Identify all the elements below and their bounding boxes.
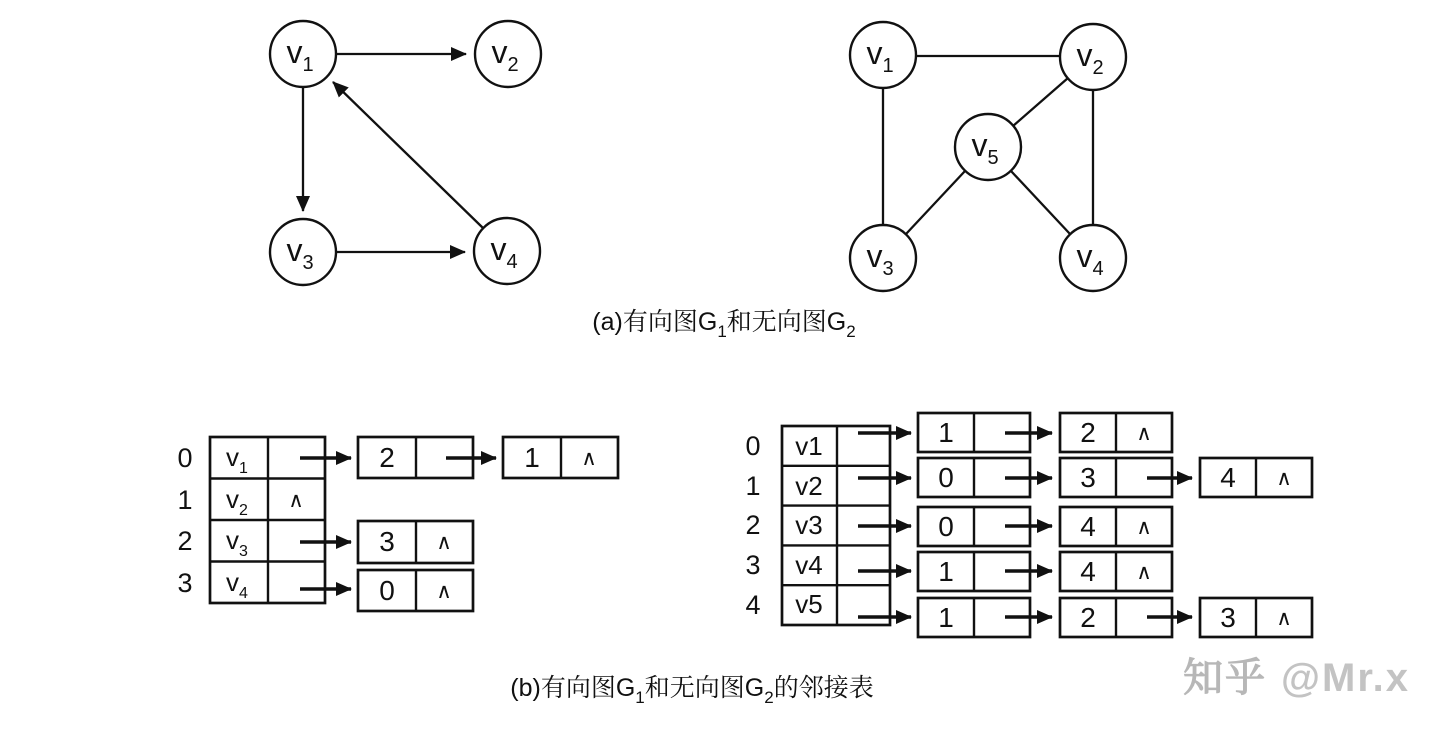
- vertex-label: $v_3$: [286, 232, 314, 274]
- edge-v4-v1: [333, 82, 483, 228]
- node-data: 1: [524, 442, 540, 473]
- undirected-graph-g2: [850, 22, 1126, 291]
- vertex-cell: $v_3$: [226, 525, 248, 560]
- vertex-v3: [270, 219, 336, 285]
- edge-v4-v5: [1011, 171, 1070, 234]
- null-pointer: ∧: [288, 489, 304, 512]
- vertex-label: $v_5$: [971, 127, 999, 169]
- node-data: 0: [938, 462, 954, 493]
- node-data: 1: [938, 602, 954, 633]
- caption-b: (b)有向图$G_1$和无向图$G_2$的邻接表: [510, 674, 874, 707]
- null-pointer: ∧: [1276, 467, 1292, 490]
- node-data: 3: [1080, 462, 1096, 493]
- vertex-cell: v3: [795, 510, 823, 540]
- vertex-label: $v_1$: [286, 34, 314, 76]
- vertex-cell: v2: [795, 471, 823, 501]
- node-data: 2: [379, 442, 395, 473]
- vertex-v2: [1060, 24, 1126, 90]
- vertex-label: $v_2$: [491, 34, 519, 76]
- null-pointer: ∧: [581, 447, 597, 470]
- null-pointer: ∧: [1136, 516, 1152, 539]
- vertex-v1: [270, 21, 336, 87]
- vertex-label: $v_2$: [1076, 37, 1104, 79]
- adjacency-list-g2: [745, 413, 1312, 637]
- node-data: 4: [1080, 511, 1096, 542]
- vertex-label: $v_4$: [1076, 238, 1104, 280]
- vertex-cell: v5: [795, 589, 823, 619]
- vertex-cell: $v_1$: [226, 442, 248, 477]
- row-index: 1: [745, 471, 761, 501]
- row-index: 3: [745, 550, 761, 580]
- node-data: 4: [1080, 556, 1096, 587]
- row-index: 0: [177, 443, 193, 473]
- watermark: [1183, 656, 1410, 700]
- row-index: 3: [177, 568, 193, 598]
- node-data: 1: [938, 417, 954, 448]
- edge-v2-v5: [1013, 78, 1068, 126]
- row-index: 1: [177, 485, 193, 515]
- vertex-label: $v_3$: [866, 238, 894, 280]
- vertex-v3: [850, 225, 916, 291]
- node-data: 3: [1220, 602, 1236, 633]
- row-index: 2: [745, 510, 761, 540]
- null-pointer: ∧: [436, 580, 452, 603]
- adjacency-list-g1: [177, 437, 618, 611]
- vertex-cell: v1: [795, 431, 823, 461]
- node-data: 1: [938, 556, 954, 587]
- node-data: 2: [1080, 417, 1096, 448]
- null-pointer: ∧: [436, 531, 452, 554]
- watermark-handle: @Mr.x: [1281, 656, 1411, 700]
- null-pointer: ∧: [1136, 422, 1152, 445]
- caption-a: (a)有向图$G_1$和无向图$G_2$: [592, 308, 856, 341]
- vertex-cell: $v_4$: [226, 567, 248, 602]
- vertex-v4: [1060, 225, 1126, 291]
- vertex-label: $v_4$: [490, 231, 518, 273]
- null-pointer: ∧: [1276, 607, 1292, 630]
- vertex-v5: [955, 114, 1021, 180]
- vertex-label: $v_1$: [866, 35, 894, 77]
- node-data: 0: [379, 575, 395, 606]
- node-data: 3: [379, 526, 395, 557]
- row-index: 2: [177, 526, 193, 556]
- row-index: 0: [745, 431, 761, 461]
- vertex-cell: v4: [795, 550, 823, 580]
- edge-v3-v5: [906, 171, 965, 234]
- vertex-v2: [475, 21, 541, 87]
- node-data: 0: [938, 511, 954, 542]
- vertex-cell: $v_2$: [226, 484, 248, 519]
- watermark-brand: 知乎: [1183, 656, 1267, 700]
- directed-graph-g1: [270, 21, 541, 285]
- vertex-v1: [850, 22, 916, 88]
- node-data: 2: [1080, 602, 1096, 633]
- vertex-v4: [474, 218, 540, 284]
- null-pointer: ∧: [1136, 561, 1152, 584]
- node-data: 4: [1220, 462, 1236, 493]
- row-index: 4: [745, 590, 761, 620]
